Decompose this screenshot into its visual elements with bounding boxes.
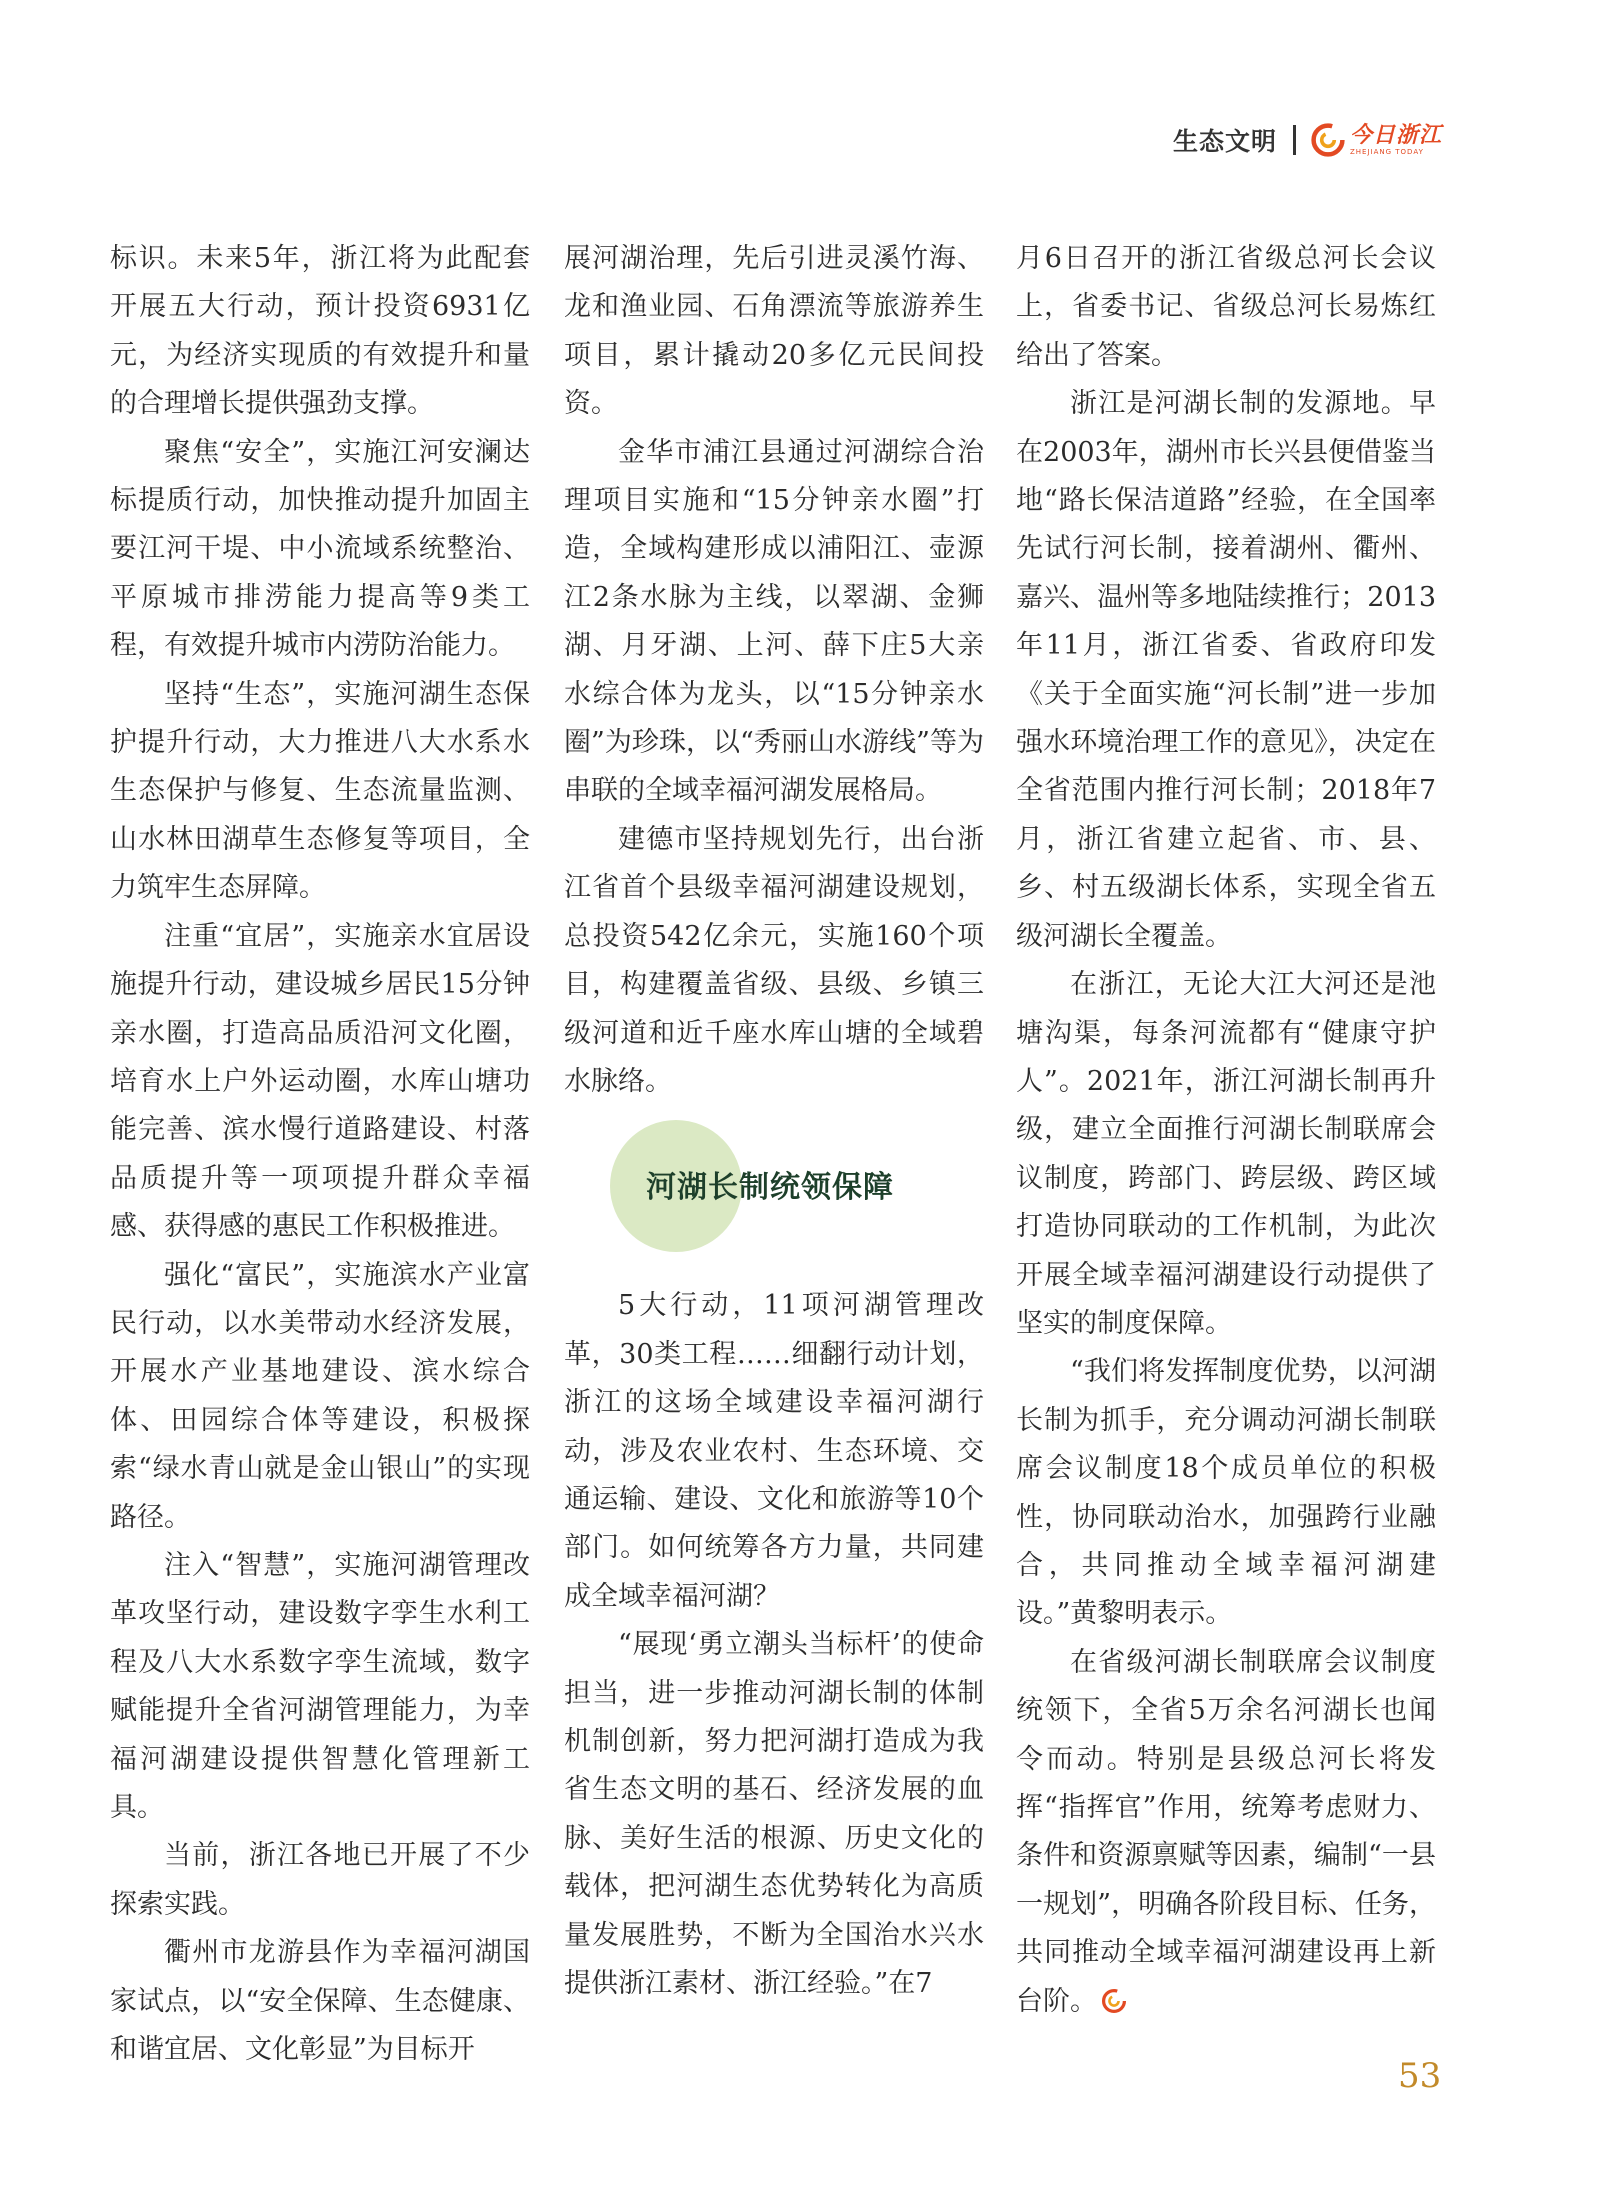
paragraph: 注重“宜居”，实施亲水宜居设施提升行动，建设城乡居民15分钟亲水圈，打造高品质沿河文化圈，培育水上户外运动圈，水库山塘功能完善、滨水慢行道路建设、村落品质提升等一项项提升群众幸福感、获得感的惠民工作积极推进。 [110,920,530,1243]
paragraph: “我们将发挥制度优势，以河湖长制为抓手，充分调动河湖长制联席会议制度18个成员单位的积极性，协同联动治水，加强跨行业融合，共同推动全域幸福河湖建设。”黄黎明表示。 [1016,1356,1436,1630]
paragraph-text: 在省级河湖长制联席会议制度统领下，全省5万余名河湖长也闻令而动。特别是县级总河长将发挥“指挥官”作用，统筹考虑财力、条件和资源禀赋等因素，编制“一县一规划”，明确各阶段目标、任务，共同推动全域幸福河湖建设再上新台阶。 [1016,1646,1436,2017]
logo-chinese-text: 今日浙江 [1349,122,1442,148]
paragraph [1016,1639,1436,2026]
paragraph: 坚持“生态”，实施河湖生态保护提升行动，大力推进八大水系水生态保护与修复、生态流量监测、山水林田湖草生态修复等项目，全力筑牢生态屏障。 [110,678,530,904]
page-number: 53 [1398,2056,1442,2096]
paragraph: 5大行动，11项河湖管理改革，30类工程……细翻行动计划，浙江的这场全域建设幸福河湖行动，涉及农业农村、生态环境、交通运输、建设、文化和旅游等10个部门。如何统筹各方力量，共同建成全域幸福河湖？ [564,1290,984,1612]
subheading-text: 河湖长制统领保障 [646,1170,894,1206]
article-column-1 [110,235,530,2074]
paragraph: 衢州市龙游县作为幸福河湖国家试点，以“安全保障、生态健康、和谐宜居、文化彰显”为目标开 [110,1937,530,2066]
paragraph: 聚焦“安全”，实施江河安澜达标提质行动，加快推动提升加固主要江河干堤、中小流域系统整治、平原城市排涝能力提高等9类工程，有效提升城市内涝防治能力。 [110,436,530,662]
paragraph: 强化“富民”，实施滨水产业富民行动，以水美带动水经济发展，开展水产业基地建设、滨水综合体、田园综合体等建设，积极探索“绿水青山就是金山银山”的实现路径。 [110,1259,530,1533]
article-end-icon [1101,1988,1127,2014]
header-divider [1293,125,1296,155]
magazine-logo [1310,122,1442,158]
section-name: 生态文明 [1172,127,1277,156]
paragraph: 当前，浙江各地已开展了不少探索实践。 [110,1840,530,1920]
article-column-3 [1016,235,1436,2026]
section-subheading [564,1112,984,1262]
paragraph: 浙江是河湖长制的发源地。早在2003年，湖州市长兴县便借鉴当地“路长保洁道路”经验，在全国率先试行河长制，接着湖州、衢州、嘉兴、温州等多地陆续推行；2013年11月，浙江省委、省政府印发《关于全面实施“河长制”进一步加强水环境治理工作的意见》，决定在全省范围内推行河长制；2018年7月，浙江省建立起省、市、县、乡、村五级湖长体系，实现全省五级河湖长全覆盖。 [1016,388,1436,952]
logo-english-text: ZHEJIANG TODAY [1349,147,1424,156]
paragraph: 标识。未来5年，浙江将为此配套开展五大行动，预计投资6931亿元，为经济实现质的有效提升和量的合理增长提供强劲支撑。 [110,243,530,420]
paragraph: 展河湖治理，先后引进灵溪竹海、龙和渔业园、石角漂流等旅游养生项目，累计撬动20多亿元民间投资。 [564,243,984,420]
paragraph: 金华市浦江县通过河湖综合治理项目实施和“15分钟亲水圈”打造，全域构建形成以浦阳江、壶源江2条水脉为主线，以翠湖、金狮湖、月牙湖、上河、薛下庄5大亲水综合体为龙头，以“15分钟亲水圈”为珍珠，以“秀丽山水游线”等为串联的全域幸福河湖发展格局。 [564,436,984,807]
paragraph: 建德市坚持规划先行，出台浙江省首个县级幸福河湖建设规划，总投资542亿余元，实施160个项目，构建覆盖省级、县级、乡镇三级河道和近千座水库山塘的全域碧水脉络。 [564,823,984,1097]
article-column-2 [564,235,984,2008]
logo-swirl-icon [1310,122,1346,158]
paragraph: 月6日召开的浙江省级总河长会议上，省委书记、省级总河长易炼红给出了答案。 [1016,243,1436,371]
paragraph: 注入“智慧”，实施河湖管理改革攻坚行动，建设数字孪生水利工程及八大水系数字孪生流域，数字赋能提升全省河湖管理能力，为幸福河湖建设提供智慧化管理新工具。 [110,1549,530,1823]
paragraph: 在浙江，无论大江大河还是池塘沟渠，每条河流都有“健康守护人”。2021年，浙江河湖长制再升级，建立全面推行河湖长制联席会议制度，跨部门、跨层级、跨区域打造协同联动的工作机制，为此次开展全域幸福河湖建设行动提供了坚实的制度保障。 [1016,969,1436,1339]
page-header [1173,118,1442,162]
paragraph: “展现‘勇立潮头当标杆’的使命担当，进一步推动河湖长制的体制机制创新，努力把河湖打造成为我省生态文明的基石、经济发展的血脉、美好生活的根源、历史文化的载体，把河湖生态优势转化为高质量发展胜势，不断为全国治水兴水提供浙江素材、浙江经验。”在7 [564,1629,984,1999]
